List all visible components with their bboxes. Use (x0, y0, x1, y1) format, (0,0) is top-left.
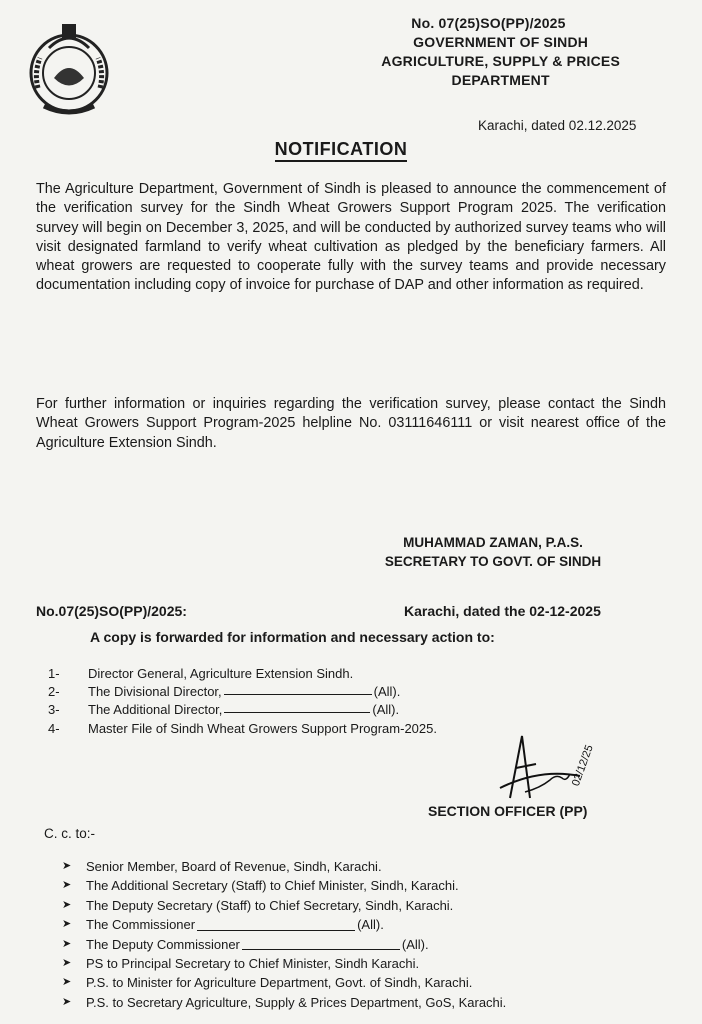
cc-label: C. c. to:- (44, 826, 96, 841)
issue-date: Karachi, dated 02.12.2025 (478, 118, 637, 133)
cc-item-text: P.S. to Secretary Agriculture, Supply & Prices Department, GoS, Karachi. (86, 994, 507, 1010)
arrow-bullet-icon: ➤ (62, 860, 72, 872)
body-paragraph-2: For further information or inquiries regarding the verification survey, please contact the Sindh Wheat Growers Support Program-2025 helpline No. 03111646111 or visit nearest office of the Agriculture Extension Sindh. (36, 396, 666, 451)
cc-item-text: The Commissioner (86, 917, 196, 933)
cc-item (62, 915, 506, 934)
cc-item (62, 896, 506, 915)
distribution-list (48, 665, 437, 738)
cc-item (62, 876, 506, 895)
cc-item-suffix: (All). (357, 917, 384, 933)
forward-reference: No.07(25)SO(PP)/2025: (36, 603, 187, 619)
cc-item (62, 973, 506, 992)
list-item (48, 701, 437, 719)
arrow-bullet-icon: ➤ (62, 937, 72, 950)
reference-number: No. 07(25)SO(PP)/2025 (411, 15, 566, 31)
body-paragraph-1: The Agriculture Department, Government of Sindh is pleased to announce the commencement of the verification survey for the Sindh Wheat Growers Support Program 2025. The verification survey will begin on December 3, 2025, and will be conducted by authorized survey teams who will visit designated farmland to verify wheat cultivation as pledged by the beneficiary farmers. All wheat growers are requested to cooperate fully with the survey teams and provide necessary documentation including copy of invoice for purchase of DAP and other information as required. (36, 181, 666, 294)
signatory-name: MUHAMMAD ZAMAN, P.A.S. (403, 535, 583, 550)
government-name: GOVERNMENT OF SINDH (413, 34, 589, 50)
cc-item-text: The Additional Secretary (Staff) to Chief Minister, Sindh, Karachi. (86, 878, 459, 894)
list-item (48, 720, 437, 738)
signatory-block (368, 533, 618, 571)
item-text: The Additional Director, (88, 702, 223, 718)
cc-item-suffix: (All). (401, 936, 429, 952)
cc-item (62, 857, 506, 876)
fill-in-blank (224, 701, 370, 713)
department-name-cont: DEPARTMENT (451, 72, 550, 88)
department-name: AGRICULTURE, SUPPLY & PRICES (381, 53, 620, 69)
item-number: 4- (48, 720, 60, 736)
letterhead (381, 14, 620, 90)
cc-list (62, 857, 506, 1012)
forward-intro: A copy is forwarded for information and necessary action to: (90, 629, 495, 645)
item-suffix: (All). (372, 702, 400, 718)
signature-date: 02/12/25 (569, 743, 596, 788)
cc-item (62, 935, 506, 954)
arrow-bullet-icon: ➤ (62, 918, 72, 931)
arrow-bullet-icon: ➤ (62, 879, 72, 892)
cc-item (62, 954, 506, 973)
item-text: Master File of Sindh Wheat Growers Support Program-2025. (88, 720, 437, 736)
arrow-bullet-icon: ➤ (62, 995, 72, 1008)
document-title (0, 139, 702, 160)
cc-item-text: The Deputy Commissioner (86, 936, 240, 952)
item-number: 1- (48, 666, 60, 681)
fill-in-blank (224, 683, 372, 695)
item-suffix: (All). (373, 684, 401, 700)
list-item (48, 665, 437, 683)
cc-item-text: P.S. to Minister for Agriculture Department, Govt. of Sindh, Karachi. (86, 975, 473, 991)
arrow-bullet-icon: ➤ (62, 898, 72, 911)
cc-item-text: PS to Principal Secretary to Chief Minister, Sindh Karachi. (86, 956, 420, 972)
fill-in-blank (197, 919, 355, 931)
sindh-government-seal-icon (24, 18, 114, 118)
cc-item (62, 993, 506, 1012)
document-title-text: NOTIFICATION (275, 139, 408, 162)
item-text: The Divisional Director, (88, 684, 222, 700)
item-number: 3- (48, 702, 60, 718)
arrow-bullet-icon: ➤ (62, 976, 72, 989)
item-text: Director General, Agriculture Extension Sindh. (88, 666, 354, 681)
section-officer: SECTION OFFICER (PP) (428, 803, 588, 819)
handwritten-signature (470, 728, 630, 808)
signatory-designation: SECRETARY TO GOVT. OF SINDH (384, 554, 602, 569)
fill-in-blank (242, 938, 400, 950)
cc-item-text: The Deputy Secretary (Staff) to Chief Secretary, Sindh, Karachi. (86, 897, 454, 913)
cc-item-text: Senior Member, Board of Revenue, Sindh, Karachi. (86, 859, 382, 874)
list-item (48, 683, 437, 701)
forward-date: Karachi, dated the 02-12-2025 (404, 603, 601, 619)
arrow-bullet-icon: ➤ (62, 957, 72, 970)
item-number: 2- (48, 684, 60, 700)
